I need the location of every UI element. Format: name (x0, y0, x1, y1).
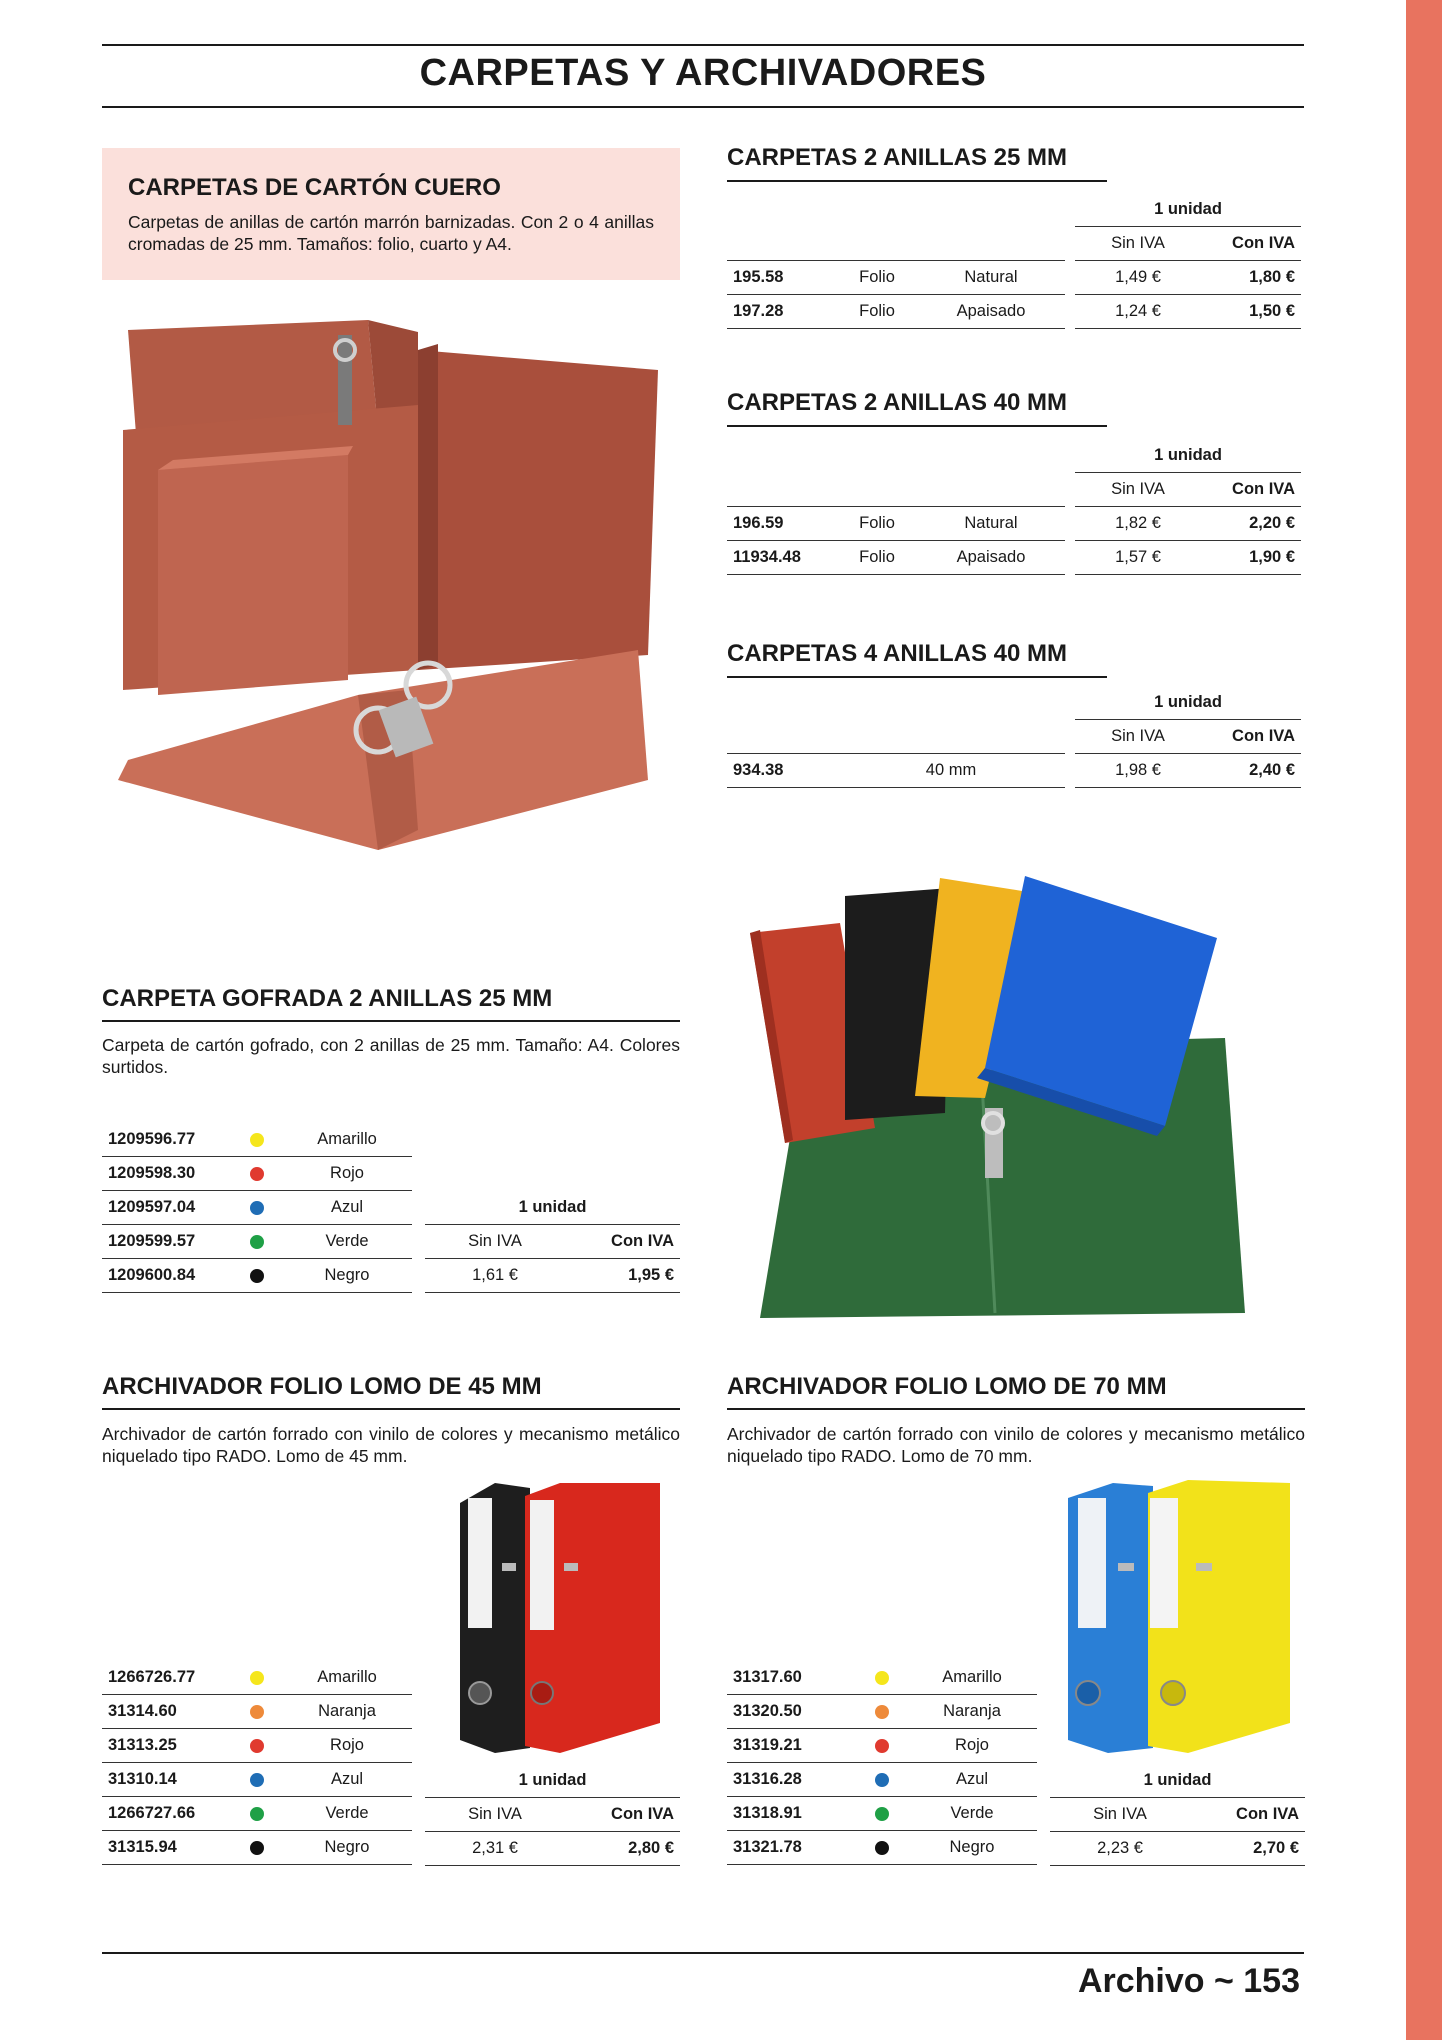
product-size: Folio (837, 507, 917, 541)
product-code: 1266727.66 (102, 1797, 232, 1831)
footer-rule (102, 1952, 1304, 1954)
color-name: Negro (282, 1259, 412, 1293)
carton-cuero-description: Carpetas de anillas de cartón marrón barnizadas. Con 2 o 4 anillas cromadas de 25 mm. Tamaños: folio, cuarto y A4. (128, 212, 654, 254)
color-name: Verde (907, 1797, 1037, 1831)
product-code: 1209598.30 (102, 1157, 232, 1191)
con-iva-header: Con IVA (1201, 720, 1301, 754)
black-color-dot (250, 1841, 264, 1855)
product-code: 196.59 (727, 507, 837, 541)
black-color-dot (250, 1269, 264, 1283)
sin-iva-header: Sin IVA (1075, 227, 1201, 261)
green-color-dot (250, 1235, 264, 1249)
arch45-binders-image (460, 1478, 660, 1758)
color-name: Rojo (282, 1729, 412, 1763)
product-size: Folio (837, 261, 917, 295)
con-iva-header: Con IVA (565, 1225, 680, 1259)
product-type: Apaisado (917, 295, 1065, 329)
blue-color-dot (250, 1773, 264, 1787)
table-row (727, 1831, 1037, 1865)
page-title: CARPETAS Y ARCHIVADORES (419, 52, 987, 94)
arch45-color-table (102, 1661, 412, 1865)
arch45-price-table (425, 1764, 680, 1866)
product-code: 197.28 (727, 295, 837, 329)
price-sin-iva: 1,82 € (1075, 507, 1201, 541)
product-code: 31314.60 (102, 1695, 232, 1729)
arch70-binders-image (1068, 1478, 1293, 1758)
price-sin-iva: 1,49 € (1075, 261, 1201, 295)
blue-color-dot (250, 1201, 264, 1215)
color-name: Azul (282, 1763, 412, 1797)
color-name: Naranja (282, 1695, 412, 1729)
product-code: 195.58 (727, 261, 837, 295)
red-color-dot (875, 1739, 889, 1753)
c2a25-title: CARPETAS 2 ANILLAS 25 MM (727, 144, 1068, 171)
black-color-dot (875, 1841, 889, 1855)
price-sin-iva: 2,31 € (425, 1832, 565, 1866)
c4a40-title: CARPETAS 4 ANILLAS 40 MM (727, 640, 1068, 667)
product-code: 11934.48 (727, 541, 837, 575)
arch70-description: Archivador de cartón forrado con vinilo de colores y mecanismo metálico niquelado tipo RADO. Lomo de 70 mm. (727, 1424, 1305, 1466)
product-code: 31321.78 (727, 1831, 857, 1865)
arch70-price-table (1050, 1764, 1305, 1866)
yellow-color-dot (250, 1671, 264, 1685)
product-code: 1209600.84 (102, 1259, 232, 1293)
table-row (727, 1797, 1037, 1831)
c4a40-title-rule (727, 676, 1107, 678)
price-con-iva: 1,90 € (1201, 541, 1301, 575)
color-name: Amarillo (282, 1661, 412, 1695)
color-name: Azul (282, 1191, 412, 1225)
c2a40-title-rule (727, 425, 1107, 427)
product-code: 31313.25 (102, 1729, 232, 1763)
gofrada-description: Carpeta de cartón gofrado, con 2 anillas de 25 mm. Tamaño: A4. Colores surtidos. (102, 1035, 680, 1077)
product-code: 1209596.77 (102, 1123, 232, 1157)
product-type: Natural (917, 507, 1065, 541)
sin-iva-header: Sin IVA (1075, 720, 1201, 754)
price-sin-iva: 1,98 € (1075, 754, 1201, 788)
product-size: 40 mm (837, 754, 1065, 788)
unit-header: 1 unidad (1075, 439, 1301, 473)
table-row (102, 1259, 412, 1293)
color-name: Negro (907, 1831, 1037, 1865)
price-sin-iva: 1,57 € (1075, 541, 1201, 575)
price-con-iva: 1,80 € (1201, 261, 1301, 295)
price-con-iva: 1,95 € (565, 1259, 680, 1293)
color-name: Amarillo (907, 1661, 1037, 1695)
table-row (102, 1695, 412, 1729)
con-iva-header: Con IVA (1190, 1798, 1305, 1832)
color-name: Rojo (282, 1157, 412, 1191)
price-con-iva: 2,40 € (1201, 754, 1301, 788)
arch45-title: ARCHIVADOR FOLIO LOMO DE 45 MM (102, 1373, 542, 1400)
color-name: Amarillo (282, 1123, 412, 1157)
carton-cuero-box (102, 148, 680, 280)
product-code: 31310.14 (102, 1763, 232, 1797)
unit-header: 1 unidad (425, 1191, 680, 1225)
product-code: 31320.50 (727, 1695, 857, 1729)
table-row (727, 1763, 1037, 1797)
table-row (727, 507, 1301, 541)
sin-iva-header: Sin IVA (1050, 1798, 1190, 1832)
red-color-dot (250, 1167, 264, 1181)
product-code: 1266726.77 (102, 1661, 232, 1695)
arch70-color-table (727, 1661, 1037, 1865)
arch45-title-rule (102, 1408, 680, 1410)
c2a25-title-rule (727, 180, 1107, 182)
gofrada-title-rule (102, 1020, 680, 1022)
unit-header: 1 unidad (1075, 686, 1301, 720)
c2a25-price-table (727, 193, 1301, 329)
color-name: Verde (282, 1797, 412, 1831)
arch45-description: Archivador de cartón forrado con vinilo de colores y mecanismo metálico niquelado tipo RADO. Lomo de 45 mm. (102, 1424, 680, 1466)
orange-color-dot (250, 1705, 264, 1719)
page-footer: Archivo ~ 153 (1077, 1962, 1300, 2000)
unit-header: 1 unidad (425, 1764, 680, 1798)
title-bottom-rule (102, 106, 1304, 108)
red-color-dot (250, 1739, 264, 1753)
colored-folders-image (745, 868, 1245, 1318)
orange-color-dot (875, 1705, 889, 1719)
color-name: Naranja (907, 1695, 1037, 1729)
table-row (727, 261, 1301, 295)
product-type: Natural (917, 261, 1065, 295)
price-con-iva: 2,20 € (1201, 507, 1301, 541)
product-code: 31316.28 (727, 1763, 857, 1797)
yellow-color-dot (250, 1133, 264, 1147)
color-name: Azul (907, 1763, 1037, 1797)
gofrada-color-table (102, 1123, 412, 1293)
table-row (102, 1729, 412, 1763)
blue-color-dot (875, 1773, 889, 1787)
c4a40-price-table (727, 686, 1301, 788)
color-name: Negro (282, 1831, 412, 1865)
table-row (102, 1661, 412, 1695)
table-row (727, 1729, 1037, 1763)
price-con-iva: 1,50 € (1201, 295, 1301, 329)
yellow-color-dot (875, 1671, 889, 1685)
c2a40-title: CARPETAS 2 ANILLAS 40 MM (727, 389, 1068, 416)
price-sin-iva: 2,23 € (1050, 1832, 1190, 1866)
table-row (102, 1191, 412, 1225)
carton-cuero-title: CARPETAS DE CARTÓN CUERO (128, 174, 501, 201)
con-iva-header: Con IVA (1201, 227, 1301, 261)
color-name: Verde (282, 1225, 412, 1259)
product-code: 1209599.57 (102, 1225, 232, 1259)
table-row (102, 1225, 412, 1259)
unit-header: 1 unidad (1050, 1764, 1305, 1798)
table-row (727, 295, 1301, 329)
sin-iva-header: Sin IVA (425, 1798, 565, 1832)
product-code: 31318.91 (727, 1797, 857, 1831)
title-top-rule (102, 44, 1304, 46)
con-iva-header: Con IVA (565, 1798, 680, 1832)
table-row (102, 1763, 412, 1797)
side-accent-bar (1406, 0, 1442, 2040)
product-code: 934.38 (727, 754, 837, 788)
product-code: 31315.94 (102, 1831, 232, 1865)
unit-header: 1 unidad (1075, 193, 1301, 227)
table-row (727, 1661, 1037, 1695)
green-color-dot (250, 1807, 264, 1821)
table-row (727, 541, 1301, 575)
table-row (102, 1123, 412, 1157)
price-sin-iva: 1,24 € (1075, 295, 1201, 329)
product-code: 31317.60 (727, 1661, 857, 1695)
c2a40-price-table (727, 439, 1301, 575)
table-row (102, 1157, 412, 1191)
gofrada-title: CARPETA GOFRADA 2 ANILLAS 25 MM (102, 985, 553, 1012)
sin-iva-header: Sin IVA (1075, 473, 1201, 507)
table-row (727, 1695, 1037, 1729)
green-color-dot (875, 1807, 889, 1821)
table-row (102, 1831, 412, 1865)
arch70-title-rule (727, 1408, 1305, 1410)
sin-iva-header: Sin IVA (425, 1225, 565, 1259)
product-type: Apaisado (917, 541, 1065, 575)
product-size: Folio (837, 295, 917, 329)
arch70-title: ARCHIVADOR FOLIO LOMO DE 70 MM (727, 1373, 1167, 1400)
brown-binders-image (118, 310, 688, 860)
price-con-iva: 2,70 € (1190, 1832, 1305, 1866)
con-iva-header: Con IVA (1201, 473, 1301, 507)
gofrada-price-table (425, 1191, 680, 1293)
color-name: Rojo (907, 1729, 1037, 1763)
price-con-iva: 2,80 € (565, 1832, 680, 1866)
product-code: 31319.21 (727, 1729, 857, 1763)
table-row (102, 1797, 412, 1831)
product-code: 1209597.04 (102, 1191, 232, 1225)
price-sin-iva: 1,61 € (425, 1259, 565, 1293)
table-row (727, 754, 1301, 788)
product-size: Folio (837, 541, 917, 575)
